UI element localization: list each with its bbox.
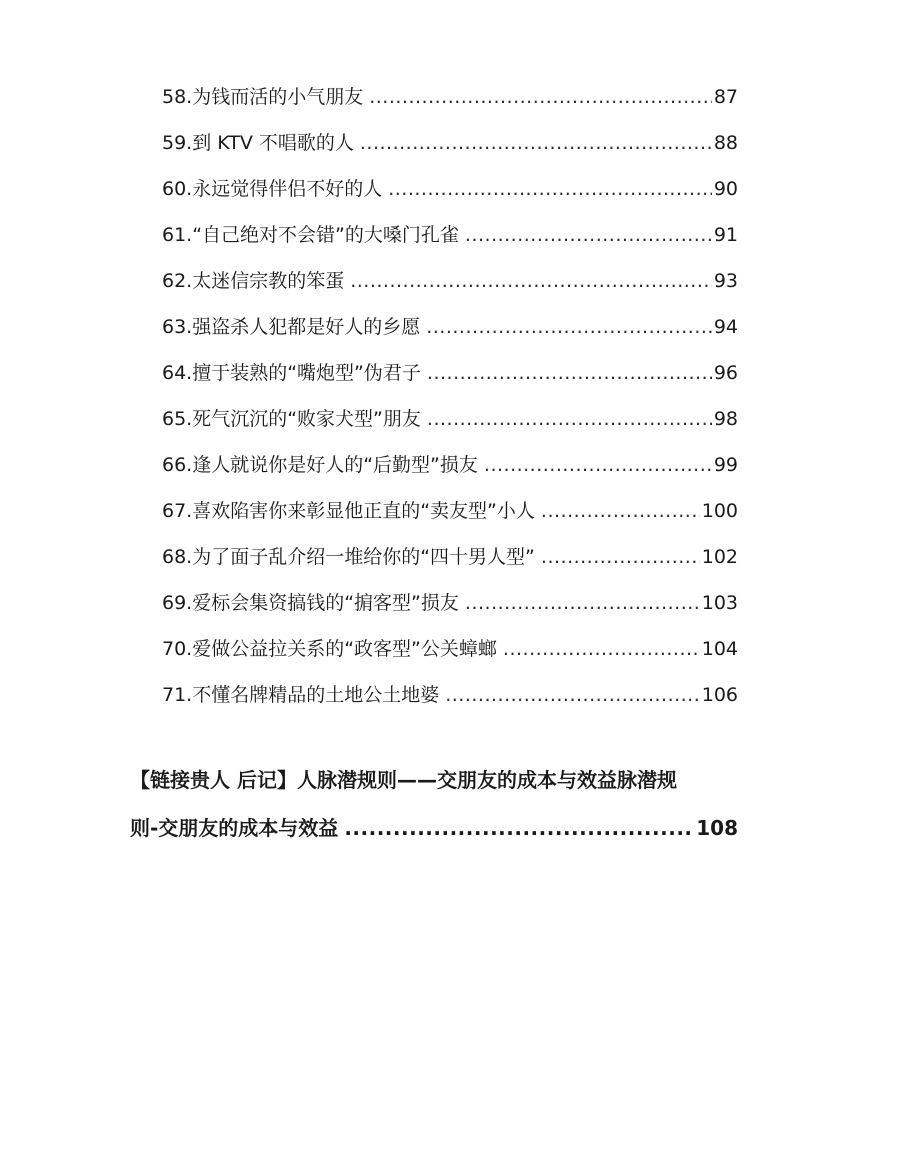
toc-page-number: 87: [713, 86, 738, 108]
toc-dot-leader: [344, 806, 694, 850]
toc-entry-title: 63.强盗杀人犯都是好人的乡愿: [162, 316, 421, 338]
toc-entry-64[interactable]: [162, 354, 738, 400]
toc-entry-70[interactable]: [162, 630, 738, 676]
toc-entry-68[interactable]: [162, 538, 738, 584]
toc-page-number: 100: [701, 500, 738, 522]
appendix-title-line1: 【链接贵人 后记】人脉潜规则——交朋友的成本与效益脉潜规: [130, 768, 677, 792]
toc-entry-71[interactable]: [162, 676, 738, 722]
toc-dot-leader: [465, 584, 700, 622]
toc-page-number: 94: [713, 316, 738, 338]
toc-page-number: 90: [713, 178, 738, 200]
toc-dot-leader: [350, 262, 712, 300]
toc-page-number: 96: [713, 362, 738, 384]
toc-page-number: 91: [713, 224, 738, 246]
toc-entry-58[interactable]: [162, 78, 738, 124]
toc-entry-title: 58.为钱而活的小气朋友: [162, 86, 364, 108]
toc-entry-title: 71.不懂名牌精品的土地公土地婆: [162, 684, 440, 706]
toc-page-number: 106: [701, 684, 738, 706]
toc-entry-62[interactable]: [162, 262, 738, 308]
toc-page-number: 102: [701, 546, 738, 568]
toc-dot-leader: [503, 630, 700, 668]
toc-dot-leader: [369, 78, 712, 116]
toc-entry-63[interactable]: [162, 308, 738, 354]
toc-entry-title: 60.永远觉得伴侣不好的人: [162, 178, 383, 200]
toc-entry-title: 62.太迷信宗教的笨蛋: [162, 270, 345, 292]
toc-page-number: 103: [701, 592, 738, 614]
toc-appendix-entry[interactable]: [130, 758, 738, 854]
toc-entry-title: 69.爱标会集资搞钱的“掮客型”损友: [162, 592, 459, 614]
toc-page-number: 99: [713, 454, 738, 476]
toc-entry-59[interactable]: [162, 124, 738, 170]
toc-entry-69[interactable]: [162, 584, 738, 630]
toc-entry-title: 64.擅于装熟的“嘴炮型”伪君子: [162, 362, 421, 384]
toc-entry-67[interactable]: [162, 492, 738, 538]
toc-dot-leader: [426, 308, 712, 346]
toc-page-number: 88: [713, 132, 738, 154]
table-of-contents: [162, 78, 738, 722]
toc-dot-leader: [541, 538, 700, 576]
toc-entry-66[interactable]: [162, 446, 738, 492]
toc-entry-60[interactable]: [162, 170, 738, 216]
toc-dot-leader: [541, 492, 700, 530]
toc-entry-title: 70.爱做公益拉关系的“政客型”公关蟑螂: [162, 638, 497, 660]
toc-dot-leader: [360, 124, 712, 162]
toc-page-number: 104: [701, 638, 738, 660]
toc-entry-title: 61.“自己绝对不会错”的大嗓门孔雀: [162, 224, 459, 246]
toc-entry-title: 68.为了面子乱介绍一堆给你的“四十男人型”: [162, 546, 535, 568]
toc-entry-65[interactable]: [162, 400, 738, 446]
appendix-title-line2: 则-交朋友的成本与效益: [130, 816, 339, 840]
toc-dot-leader: [445, 676, 700, 714]
toc-dot-leader: [427, 400, 712, 438]
toc-entry-title: 67.喜欢陷害你来彰显他正直的“卖友型”小人: [162, 500, 535, 522]
appendix-title-line2-row: [130, 806, 738, 854]
toc-page-number: 93: [713, 270, 738, 292]
toc-entry-title: 65.死气沉沉的“败家犬型”朋友: [162, 408, 421, 430]
toc-entry-title: 66.逢人就说你是好人的“后勤型”损友: [162, 454, 478, 476]
toc-dot-leader: [484, 446, 712, 484]
toc-dot-leader: [465, 216, 712, 254]
toc-page-number: 98: [713, 408, 738, 430]
toc-entry-61[interactable]: [162, 216, 738, 262]
appendix-page-number: 108: [696, 816, 738, 840]
toc-entry-title: 59.到 KTV 不唱歌的人: [162, 132, 354, 154]
toc-dot-leader: [427, 354, 712, 392]
toc-dot-leader: [388, 170, 712, 208]
